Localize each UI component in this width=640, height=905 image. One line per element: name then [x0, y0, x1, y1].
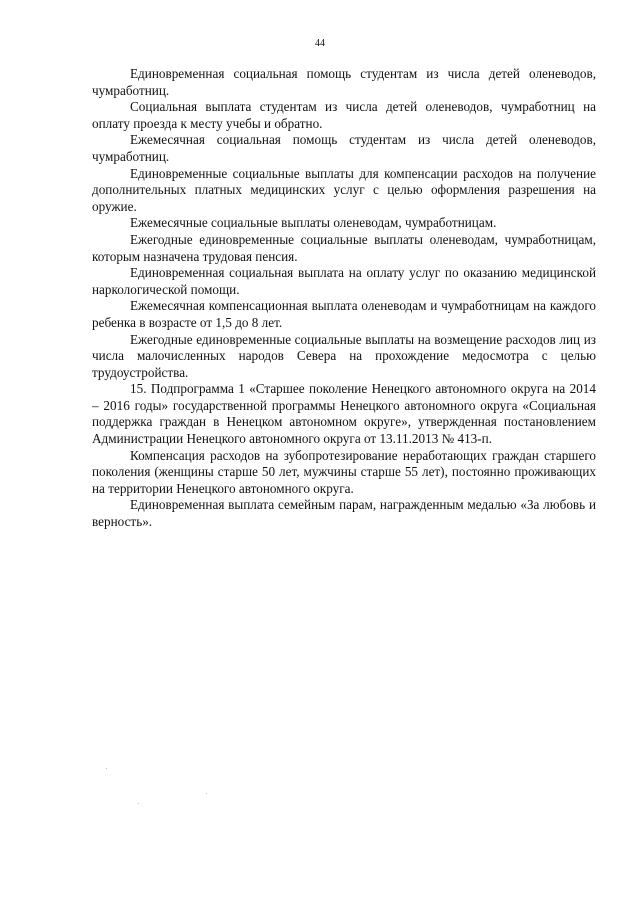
paragraph: Ежегодные единовременные социальные выплаты оленеводам, чумработницам, которым назначена трудовая пенсия.: [92, 231, 596, 264]
scan-speck: [206, 793, 207, 794]
paragraph: Ежемесячные социальные выплаты оленеводам, чумработницам.: [130, 215, 497, 231]
scan-speck: [106, 768, 107, 769]
page-number: 44: [315, 38, 325, 49]
paragraph: Социальная выплата студентам из числа детей оленеводов, чумработниц на оплату проезда к месту учебы и обратно.: [92, 99, 596, 131]
paragraph: Единовременная социальная помощь студентам из числа детей оленеводов, чумработниц.: [92, 66, 596, 98]
paragraph: Единовременные социальные выплаты для компенсации расходов на получение дополнительных платных медицинских услуг с целью оформления разрешения на оружие.: [92, 165, 596, 214]
paragraph: Единовременная социальная выплата на оплату услуг по оказанию медицинской наркологической помощи.: [92, 265, 596, 297]
scan-speck: [138, 803, 139, 804]
paragraph: Единовременная выплата семейным парам, награжденным медалью «За любовь и верность».: [92, 497, 596, 530]
paragraph: Ежемесячная социальная помощь студентам из числа детей оленеводов, чумработниц.: [92, 132, 596, 164]
document-body: [92, 66, 596, 531]
paragraph: Ежемесячная компенсационная выплата оленеводам и чумработницам на каждого ребенка в возрасте от 1,5 до 8 лет.: [92, 298, 596, 330]
paragraph: Ежегодные единовременные социальные выплаты на возмещение расходов лиц из числа малочисленных народов Севера на прохождение медосмотра с целью трудоустройства.: [92, 331, 596, 380]
subprogram-heading: 15. Подпрограмма 1 «Старшее поколение Ненецкого автономного округа на 2014 – 2016 годы» государственной программы Ненецкого автономного округа «Социальная поддержка граждан в Ненецком автономном округе», утвержденная постановлением Администрации Ненецкого автономного округа от 13.11.2013 № 413-п.: [92, 381, 596, 447]
paragraph: Компенсация расходов на зубопротезирование неработающих граждан старшего поколения (женщины старше 50 лет, мужчины старше 55 лет), постоянно проживающих на территории Ненецкого автономного округа.: [92, 447, 596, 496]
